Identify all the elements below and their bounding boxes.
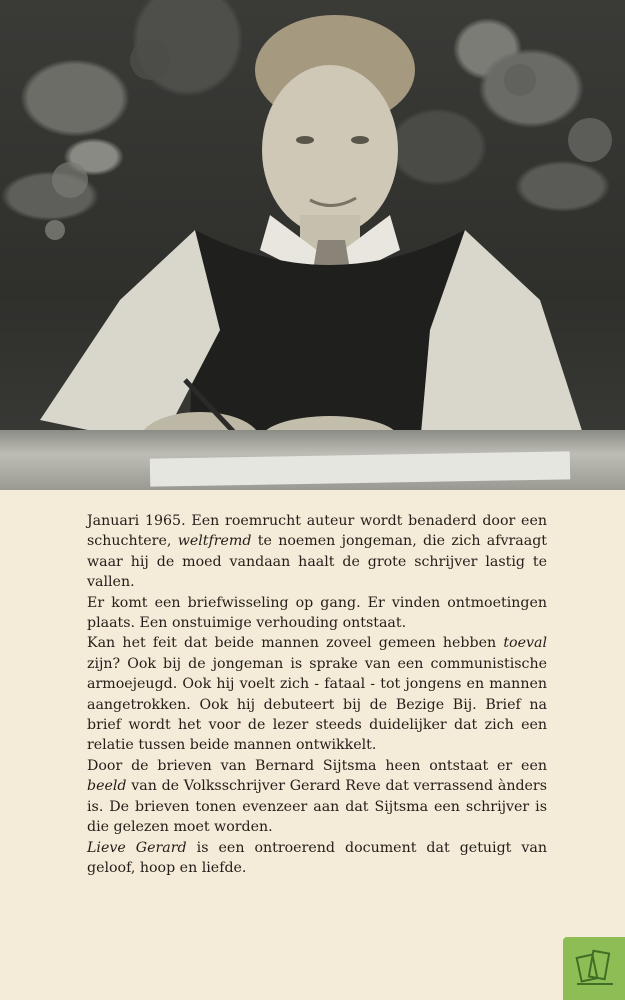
italic-text: weltfremd [177, 533, 252, 550]
text-run: zijn? Ook bij de jongeman is sprake van een communistische armoejeugd. Ook hij voelt zich - fataal - tot jongens en mannen aangetrokken. Ook hij debuteert bij de Bezige Bij. Brief na brief wordt het voor de lezer steeds duidelijker dat zich een relatie tussen beide mannen ontwikkelt. [87, 655, 547, 754]
text-run: Er komt een briefwisseling op gang. Er vinden ontmoetingen plaats. Een onstuimige verhouding ontstaat. [87, 594, 547, 632]
boy-portrait-photo [0, 0, 625, 490]
text-run: te noemen jongeman, die zich afvraagt waar hij de moed vandaan haalt de grote schrijver lastig te vallen. [87, 533, 547, 591]
italic-text: toeval [503, 635, 547, 652]
blurb-paragraph [87, 633, 547, 755]
blurb-paragraph [87, 756, 547, 838]
text-run: Januari 1965. Een roemrucht auteur wordt benaderd door een schuchtere, [87, 513, 547, 550]
italic-text: Lieve Gerard [87, 839, 187, 856]
text-run: van de Volksschrijver Gerard Reve dat verrassend ànders is. De brieven tonen evenzeer aan dat Sijtsma een schrijver is die gelezen moet worden. [87, 778, 547, 836]
text-run: Kan het feit dat beide mannen zoveel gemeen hebben [87, 635, 504, 652]
back-cover-blurb [87, 511, 547, 878]
text-run: is een ontroerend document dat getuigt van geloof, hoop en liefde. [87, 839, 547, 876]
watermark-logo-icon [569, 942, 619, 992]
text-run: Door de brieven van Bernard Sijtsma heen ontstaat er een [87, 757, 547, 774]
blurb-paragraph [87, 838, 547, 879]
photo-illustration [0, 0, 625, 490]
italic-text: beeld [87, 778, 127, 795]
blurb-paragraph [87, 511, 547, 593]
watermark-badge [563, 937, 625, 1000]
blurb-paragraph [87, 593, 547, 634]
